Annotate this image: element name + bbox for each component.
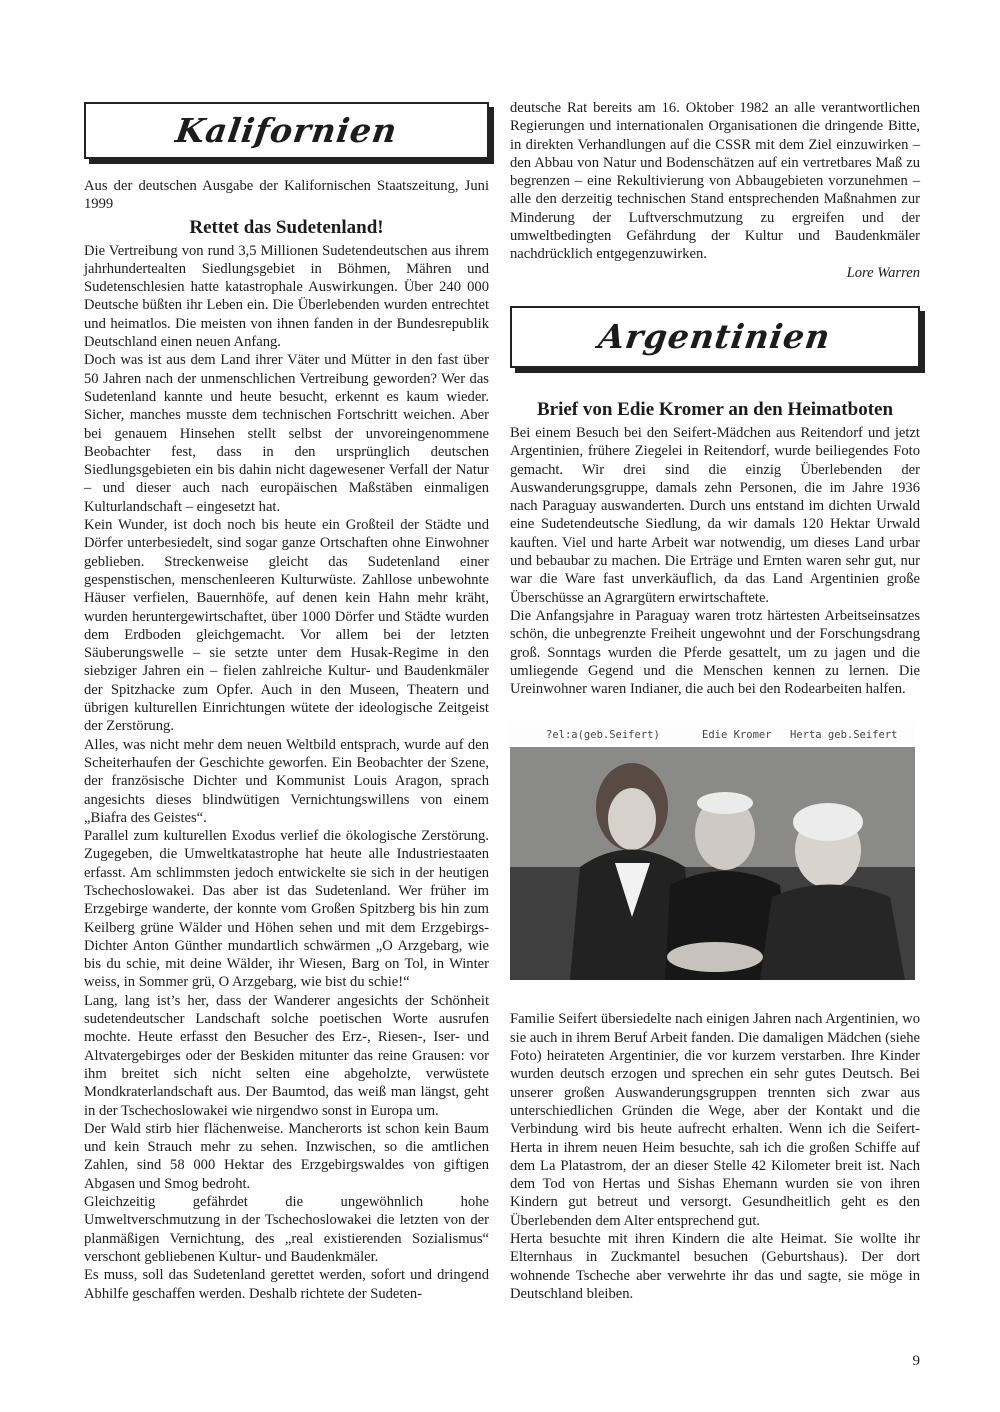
paragraph: Es muss, soll das Sudetenland gerettet werden, sofort und dringend Abhilfe geschaffen werden. Deshalb richtete der Sudeten- bbox=[84, 1267, 489, 1302]
photo-caption: Edie Kromer bbox=[702, 729, 772, 742]
kalifornien-banner bbox=[84, 102, 489, 159]
photo-caption: Herta geb.Seifert bbox=[790, 729, 898, 742]
paragraph: Die Anfangsjahre in Paraguay waren trotz härtesten Arbeitseinsatzes schön, die unbegrenzte Freiheit ungewohnt und der Forschungsdrang groß. Sonntags wurden die Pferde gesattelt, um zu jagen und die umliegende Gegend und die Menschen kennen zu lernen. Die Ureinwohner waren Indianer, die auch bei den Rodearbeiten halfen. bbox=[510, 607, 920, 698]
paragraph: Doch was ist aus dem Land ihrer Väter und Mütter in den fast über 50 Jahren nach der unmenschlichen Vertreibung geworden? Wer das Sudetenland kannte und heute besucht, erkennt es kaum wieder. Sicher, manches musste dem technischen Fortschritt weichen. Aber bei genauem Hinsehen stellt selbst der unvoreingenommene Beobachter fest, dass in den ursprünglich deutschen Siedlungsgebieten ein bis dahin nicht dagewesener Verfall der Natur – und dieser auch nach europäischen Maßstäben einmaligen Kulturlandschaft – eingesetzt hat. bbox=[84, 352, 489, 515]
paragraph: Lang, lang ist’s her, dass der Wanderer angesichts der Schönheit sudetendeutscher Landschaft solche poetischen Worte ausrufen mochte. Heute erfasst den Besucher des Erz-, Riesen-, Iser- und Altvatergebirges oder der Beskiden mitunter das reine Grausen: vor ihm breitet sich nicht selten eine abgeholzte, verwüstete Mondkraterlandschaft aus. Der Baumtod, das weiß man längst, geht in der Tschechoslowakei wie nirgendwo sonst in Europa um. bbox=[84, 992, 489, 1119]
paragraph: Parallel zum kulturellen Exodus verlief die ökologische Zerstörung. Zugegeben, die Umweltkatastrophe hat heute alle Industriestaaten erfasst. Am schlimmsten jedoch entwickelte sie sich in der heutigen Tschechoslowakei. Das aber ist das Sudetenland. Wer früher im Erzgebirge wanderte, der konnte vom Großen Spitzberg bis hin zum Keilberg grüne Wälder und Höhen sehen und mit dem Erzgebirgs-Dichter Anton Günther mundartlich schwärmen „O Arzgebarg, wie bis du schie, mit deine Wälder, ihr Wiesen, Barg on Tol, in Winter weiss, in Sommer grü, O Arzgebarg, wie bist du schie!“ bbox=[84, 828, 489, 991]
argentinien-banner bbox=[510, 306, 920, 368]
right-column bbox=[510, 99, 920, 1303]
paragraph: Kein Wunder, ist doch noch bis heute ein Großteil der Städte und Dörfer unterbesiedelt, sind sogar ganze Ortschaften ohne Einwohner geblieben. Streckenweise gleicht das Sudetenland einer gespenstischen, menschenleeren Kulturwüste. Zahllose unbewohnte Häuser verfielen, Bauernhöfe, auf denen kein Hahn mehr kräht, wurden heruntergewirtschaftet, über 1000 Dörfer und Städte wurden dem Erdboden gleichgemacht. Vor allem bei der letzten Säuberungswelle – sie setzte unter dem Husak-Regime in den siebziger Jahren ein – fielen zahlreiche Kultur- und Baudenkmäler der Spitzhacke zum Opfer. Auch in den Museen, Theatern und übrigen kulturellen Einrichtungen wütete der ideologische Zeitgeist der Zerstörung. bbox=[84, 517, 489, 735]
paragraph: Herta besuchte mit ihren Kindern die alte Heimat. Sie wollte ihr Elternhaus in Zuckmantel besuchen (Geburtshaus). Der dort wohnende Tscheche aber verwehrte ihr das und sagte, sie möge in Deutschland bleiben. bbox=[510, 1230, 920, 1302]
continuation-paragraph: deutsche Rat bereits am 16. Oktober 1982 an alle verantwortlichen Regierungen und internationalen Organisationen die dringende Bitte, in direkten Verhandlungen auf die CSSR mit dem Ziel einzuwirken – den Abbau von Natur und Bodenschätzen auf ein vertretbares Maß zu begrenzen – eine Rekultivierung von Abbaugebieten vorzunehmen – alle den derzeitig technischen Stand entsprechenden Maßnahmen zur Minderung der Luftverschmutzung zu ergreifen und der umweltbedingten Gefährdung der Kultur und Baudenkmäler nachdrücklich entgegenzuwirken. bbox=[510, 100, 920, 263]
kalifornien-banner-title: Kalifornien bbox=[173, 111, 400, 150]
left-column bbox=[84, 102, 489, 1303]
photo-caption: ?el:a(geb.Seifert) bbox=[546, 729, 660, 742]
paragraph: Familie Seifert übersiedelte nach einigen Jahren nach Argentinien, wo sie auch in ihrem Beruf Arbeit fanden. Die damaligen Mädchen (siehe Foto) heirateten Argentinier, die vor kurzem verstarben. Ihre Kinder wurden deutsch erzogen und sprechen ein sehr gutes Deutsch. Bei unserer großen Auswanderungsgruppen trennten sich zwar aus unterschiedlichen Gründen die Wege, aber der Kontakt und die Verbindung wird bis heute aufrecht erhalten. Wenn ich die Seifert-Herta in ihrem neuen Heim besuchte, sah ich die großen Schiffe auf dem La Platastrom, der an dieser Stelle 42 Kilometer breit ist. Nach dem Tod von Hertas und Sishas Ehemann wurden sie von ihren Kindern gut betreut und versorgt. Gesundheitlich geht es den Überlebenden dem Alter entsprechend gut. bbox=[510, 1011, 920, 1229]
paragraph: Gleichzeitig gefährdet die ungewöhnlich hohe Umweltverschmutzung in der Tschechoslowakei die letzten von der planmäßigen Vernichtung, des „real existierenden Sozialismus“ verschont gebliebenen Kultur- und Baudenkmäler. bbox=[84, 1194, 489, 1265]
article-title-brief: Brief von Edie Kromer an den Heimatboten bbox=[536, 398, 894, 420]
paragraph: Die Vertreibung von rund 3,5 Millionen Sudetendeutschen aus ihrem jahrhundertealten Siedlungsgebiet in Böhmen, Mähren und Sudetenschlesien hatte katastrophale Auswirkungen. Über 240 000 Deutsche büßten ihr Leben ein. Die Überlebenden wurden entrechtet und heimatlos. Die meisten von ihnen fanden in der Bundesrepublik Deutschland einen neuen Anfang. bbox=[84, 242, 489, 351]
author-signature: Lore Warren bbox=[846, 264, 920, 281]
paragraph: Bei einem Besuch bei den Seifert-Mädchen aus Reitendorf und jetzt Argentinien, frühere Ziegelei in Reitendorf, wurde beiliegendes Foto gemacht. Wir drei sind die einzig Überlebenden der Auswanderungsgruppe, damals zehn Personen, die im Jahre 1936 nach Paraguay auswanderten. Durch uns entstand im dichten Urwald eine Sudetendeutsche Siedlung, da wir damals 120 Hektar Urwald kauften. Viel und harte Arbeit war notwendig, um dieses Land urbar und bebaubar zu machen. Die Erträge und Ernten waren sehr gut, nur war die Ware fast unverkäuflich, da das Land Argentinien große Überschüsse an Agrargütern erwirtschaftete. bbox=[510, 424, 920, 606]
argentinien-banner-title: Argentinien bbox=[596, 317, 834, 357]
paragraph: Alles, was nicht mehr dem neuen Weltbild entsprach, wurde auf den Scheiterhaufen der Geschichte geworfen. Ein Beobachter der Szene, der französische Dichter und Kommunist Louis Aragon, sprach angesichts dieses blindwütigen Vernichtungswillens von einem „Biafra des Geistes“. bbox=[84, 736, 489, 826]
photo-image bbox=[510, 747, 915, 980]
source-line: Aus der deutschen Ausgabe der Kalifornischen Staatszeitung, Juni 1999 bbox=[84, 178, 489, 213]
paragraph: Der Wald stirb hier flächenweise. Mancherorts ist schon kein Baum und kein Strauch mehr zu sehen. Inzwischen, so die amtlichen Zahlen, sind 58 000 Hektar des Erzgebirgswaldes von giftigen Abgasen und Smog bedroht. bbox=[84, 1120, 489, 1192]
article-title-rettet: Rettet das Sudetenland! bbox=[189, 216, 384, 238]
page-number: 9 bbox=[912, 1353, 920, 1369]
photo-illustration bbox=[510, 747, 915, 980]
family-photo bbox=[510, 722, 915, 980]
